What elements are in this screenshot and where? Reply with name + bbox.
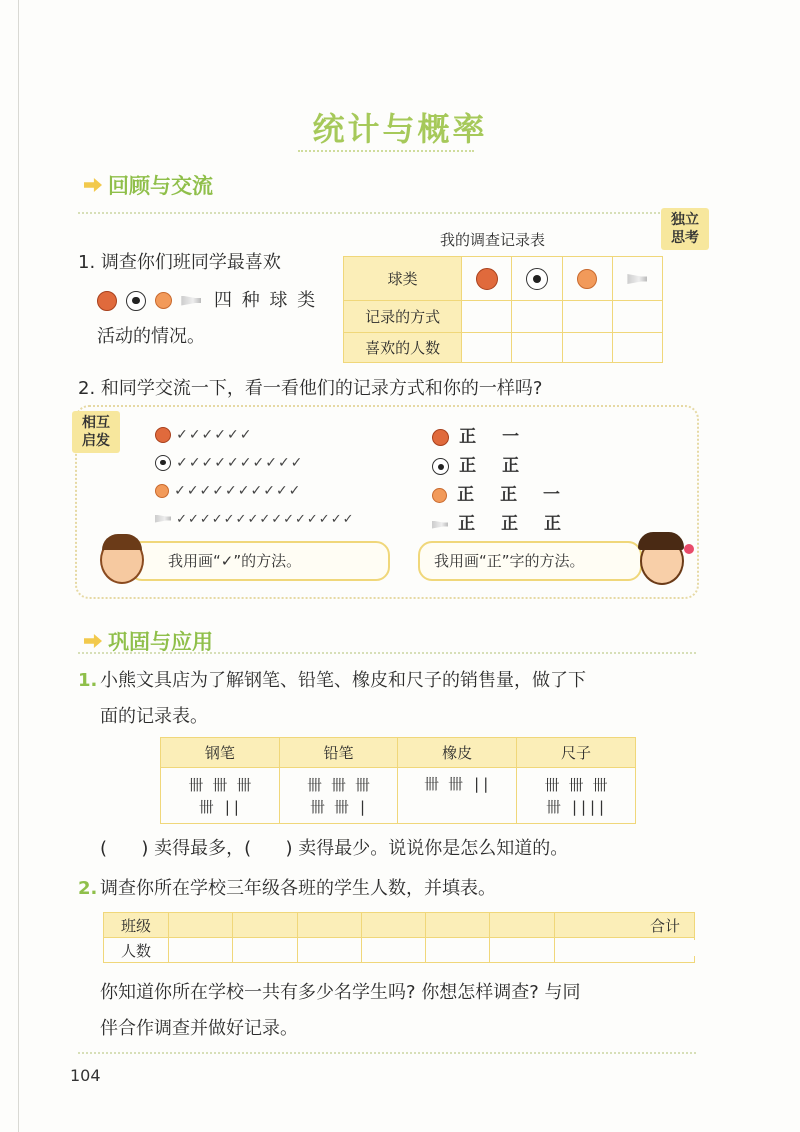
scan-glare — [560, 940, 705, 956]
football-icon — [155, 455, 171, 471]
p2-line2: 你知道你所在学校一共有多少名学生吗? 你想怎样调查? 与同 — [100, 982, 581, 1003]
count-cell[interactable] — [562, 333, 612, 363]
girl-hair — [638, 532, 684, 550]
bottom-divider — [78, 1052, 696, 1054]
total-label: 合计 — [554, 913, 694, 938]
count-cell[interactable] — [168, 938, 232, 963]
tally-line: 卌 卌 卌 — [544, 775, 608, 794]
section-arrow-icon — [84, 178, 102, 192]
q1-line2: 四 种 球 类 — [214, 290, 318, 311]
record-table — [343, 256, 663, 363]
class-cell[interactable] — [168, 913, 232, 938]
volleyball-icon — [155, 484, 169, 498]
method-cell[interactable] — [462, 301, 512, 333]
count-cell[interactable] — [297, 938, 361, 963]
zheng-row: 正 正 一 — [457, 485, 571, 505]
page-title: 统计与概率 — [312, 110, 488, 148]
hair-bow-icon — [684, 544, 694, 554]
p2-number: 2. — [78, 878, 98, 899]
method-cell[interactable] — [562, 301, 612, 333]
tally-line: 卌 || — [198, 797, 241, 816]
check-records — [155, 424, 375, 536]
zheng-row: 正 一 — [459, 427, 530, 447]
p2-line3: 伴合作调查并做好记录。 — [100, 1018, 298, 1039]
boy-speech-bubble: 我用画“✓”的方法。 — [128, 541, 390, 581]
tally-line: 卌 卌 卌 — [306, 775, 371, 794]
practice-heading: 巩固与应用 — [108, 630, 213, 654]
zheng-row: 正 正 — [459, 456, 530, 476]
q2-text: 2. 和同学交流一下，看一看他们的记录方式和你的一样吗? — [78, 378, 543, 399]
volleyball-icon — [577, 269, 597, 289]
header-eraser: 橡皮 — [398, 738, 517, 768]
class-row-label: 班级 — [104, 913, 169, 938]
tally-pencil — [279, 768, 398, 824]
tally-line: 卌 |||| — [545, 797, 607, 816]
q1-line3: 活动的情况。 — [97, 326, 205, 347]
volleyball-icon — [155, 292, 172, 309]
cell-shuttlecock — [612, 257, 662, 301]
practice-divider — [78, 652, 696, 654]
cell-volleyball — [562, 257, 612, 301]
page-number: 104 — [70, 1066, 101, 1085]
count-cell[interactable] — [512, 333, 562, 363]
count-cell[interactable] — [426, 938, 490, 963]
review-divider — [78, 212, 696, 214]
row-header-method: 记录的方式 — [344, 301, 462, 333]
zheng-row: 正 正 正 — [458, 514, 572, 534]
tally-line: 卌 卌 || — [424, 775, 491, 793]
check-row: ✓✓✓✓✓✓ — [176, 427, 253, 443]
girl-speech-bubble: 我用画“正”字的方法。 — [418, 541, 642, 581]
ball-icons — [97, 290, 217, 312]
basketball-icon — [97, 291, 117, 311]
zheng-records — [432, 422, 632, 538]
p2-text: 调查你所在学校三年级各班的学生人数，并填表。 — [100, 878, 496, 899]
class-cell[interactable] — [297, 913, 361, 938]
header-pencil: 铅笔 — [279, 738, 398, 768]
header-pen: 钢笔 — [161, 738, 280, 768]
check-row: ✓✓✓✓✓✓✓✓✓✓✓✓✓✓✓ — [176, 512, 355, 527]
mutual-inspiration-tag: 相互 启发 — [72, 411, 120, 453]
class-cell[interactable] — [490, 913, 554, 938]
cell-basketball — [462, 257, 512, 301]
cell-football — [512, 257, 562, 301]
basketball-icon — [432, 429, 449, 446]
row-header-ball: 球类 — [344, 257, 462, 301]
shuttlecock-icon — [155, 515, 171, 523]
p1-line1: 小熊文具店为了解钢笔、铅笔、橡皮和尺子的销售量，做了下 — [100, 670, 586, 691]
method-cell[interactable] — [512, 301, 562, 333]
count-cell[interactable] — [612, 333, 662, 363]
sales-table — [160, 737, 636, 824]
football-icon — [126, 291, 146, 311]
tally-line: 卌 卌 | — [309, 797, 368, 816]
section-arrow-icon — [84, 634, 102, 648]
count-cell[interactable] — [361, 938, 425, 963]
method-cell[interactable] — [612, 301, 662, 333]
p1-line2: 面的记录表。 — [100, 706, 208, 727]
class-cell[interactable] — [233, 913, 297, 938]
volleyball-icon — [432, 488, 447, 503]
tally-eraser — [398, 768, 517, 824]
count-cell[interactable] — [233, 938, 297, 963]
record-table-caption: 我的调查记录表 — [440, 231, 546, 249]
tally-line: 卌 卌 卌 — [188, 775, 252, 794]
shuttlecock-icon — [432, 521, 448, 529]
q1-line1: 1. 调查你们班同学最喜欢 — [78, 252, 281, 273]
independent-thinking-tag: 独立 思考 — [661, 208, 709, 250]
count-row-label: 人数 — [104, 938, 169, 963]
tally-ruler — [517, 768, 636, 824]
review-heading: 回顾与交流 — [108, 174, 213, 198]
basketball-icon — [155, 427, 171, 443]
count-cell[interactable] — [462, 333, 512, 363]
header-ruler: 尺子 — [517, 738, 636, 768]
football-icon — [526, 268, 548, 290]
check-row: ✓✓✓✓✓✓✓✓✓✓ — [174, 483, 302, 499]
class-cell[interactable] — [361, 913, 425, 938]
check-row: ✓✓✓✓✓✓✓✓✓✓ — [176, 455, 304, 471]
shuttlecock-icon — [181, 296, 201, 306]
basketball-icon — [476, 268, 498, 290]
count-cell[interactable] — [490, 938, 554, 963]
title-underline — [298, 150, 474, 152]
page-edge — [18, 0, 19, 1132]
shuttlecock-icon — [627, 274, 647, 284]
tally-pen — [161, 768, 280, 824]
p1-number: 1. — [78, 670, 98, 691]
row-header-count: 喜欢的人数 — [344, 333, 462, 363]
football-icon — [432, 458, 449, 475]
p1-fill-blank: ( ) 卖得最多，( ) 卖得最少。说说你是怎么知道的。 — [100, 838, 569, 859]
class-cell[interactable] — [426, 913, 490, 938]
